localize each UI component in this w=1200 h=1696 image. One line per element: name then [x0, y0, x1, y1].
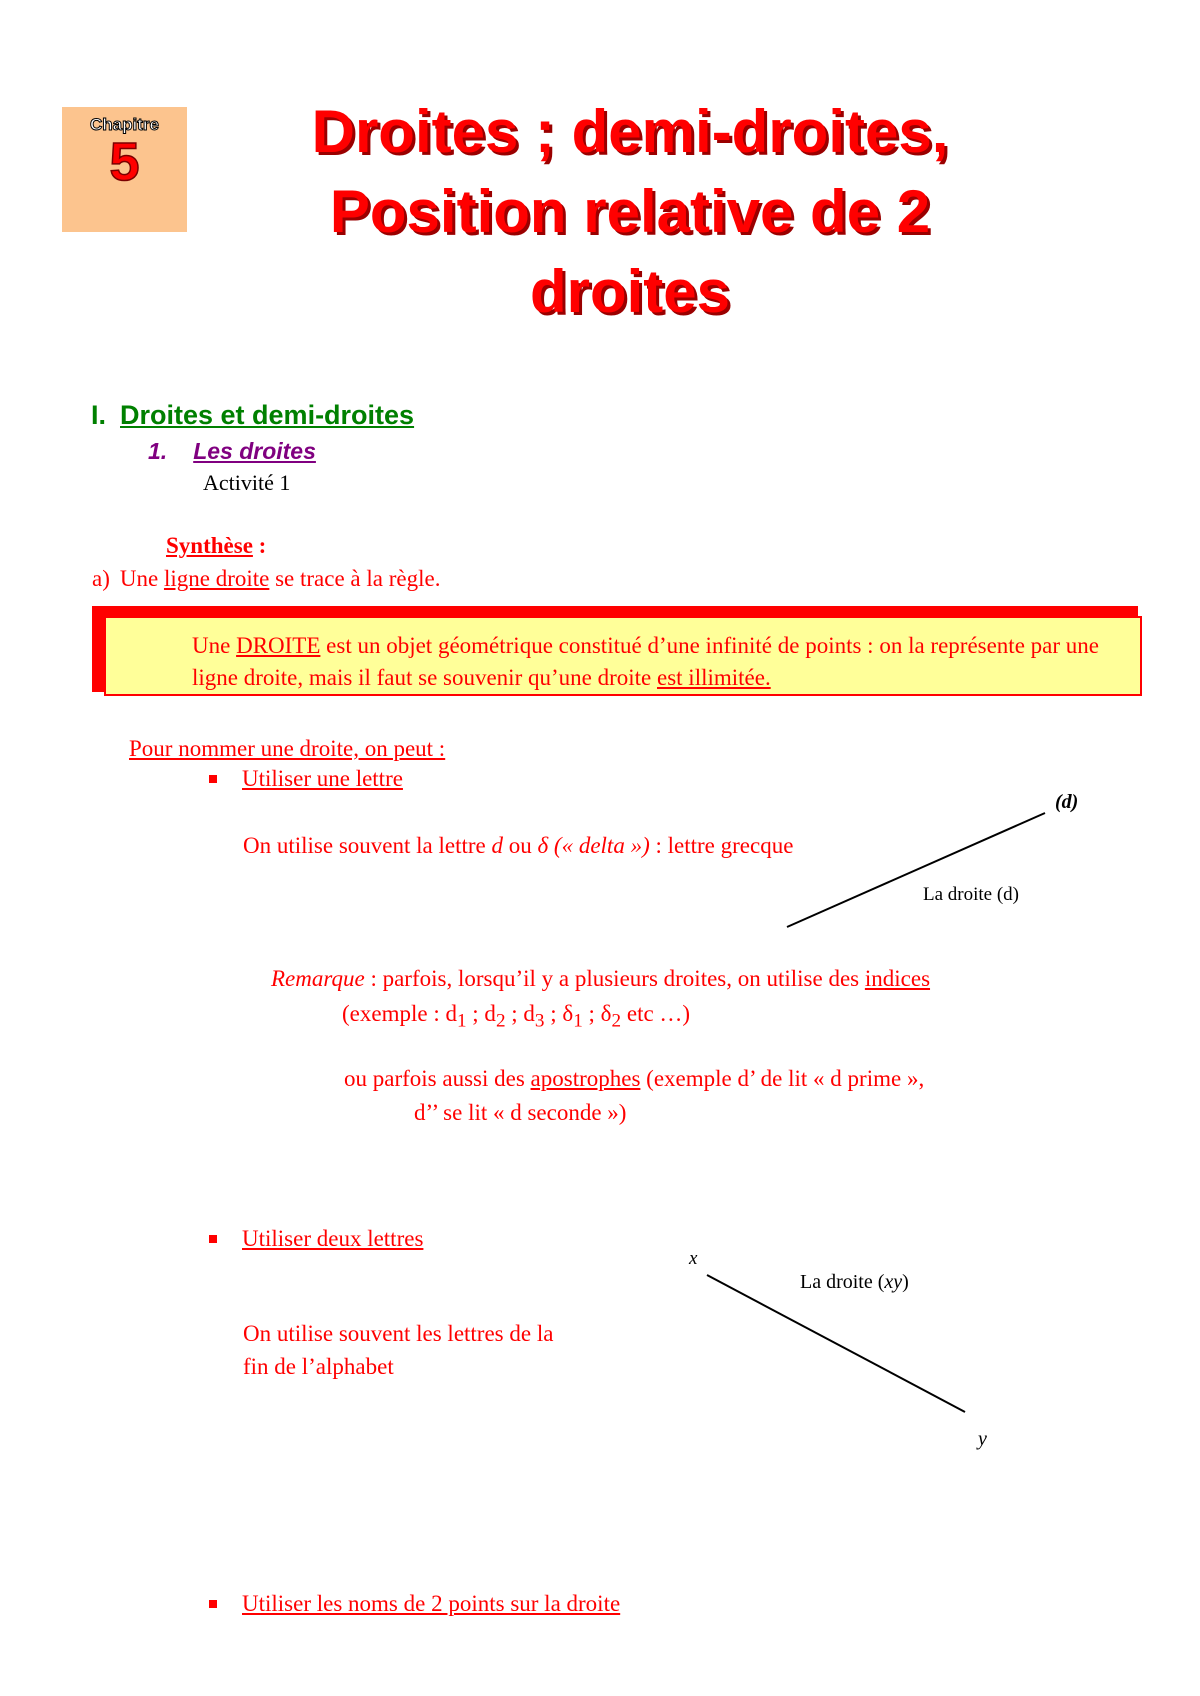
bullet-2-text-1: On utilise souvent les lettres de la [243, 1321, 554, 1346]
item-a-underlined: ligne droite [163, 566, 270, 591]
bullet-2-text-2: fin de l’alphabet [243, 1354, 394, 1379]
subsection-number: 1. [148, 438, 168, 464]
remark-text: : parfois, lorsqu’il y a plusieurs droites, on utilise des [364, 966, 865, 991]
bullet-1-text-after: : lettre grecque [649, 833, 794, 858]
item-a-before: Une [119, 566, 164, 591]
chapter-number: 5 [109, 132, 140, 192]
remark-line-3-before: ou parfois aussi des [344, 1066, 531, 1091]
title-line-1: Droites ; demi-droites, [311, 98, 949, 165]
chapter-label: Chapitre [90, 115, 159, 134]
line-xy-label-x: x [689, 1248, 698, 1269]
remark-sep-3: ; δ [544, 1001, 574, 1026]
remark-line-3-after: (exemple d’ de lit « d prime », [640, 1066, 925, 1091]
bullet-3-title: Utiliser les noms de 2 points sur la droite [242, 1591, 621, 1616]
title-line-3: droites [529, 258, 731, 325]
remark-sub-5: 2 [611, 1010, 622, 1032]
synthese-label: Synthèse [166, 533, 253, 558]
bullet-1-delta: δ (« delta ») [537, 833, 650, 858]
remark-sep-1: ; d [466, 1001, 496, 1026]
line-d-label: (d) [1055, 791, 1079, 813]
remark-sub-3: 3 [534, 1010, 545, 1032]
remark-sep-2: ; d [505, 1001, 535, 1026]
remark-line-4: d’’ se lit « d seconde ») [414, 1100, 627, 1125]
remark-example: (exemple : d [342, 1001, 457, 1026]
naming-intro: Pour nommer une droite, on peut : [129, 736, 446, 761]
item-a-after: se trace à la règle. [269, 566, 441, 591]
bullet-1-letter-d: d [491, 833, 503, 858]
definition-droite: DROITE [236, 633, 321, 658]
line-xy-caption-prefix: La droite ( [800, 1271, 885, 1293]
bullet-1-title: Utiliser une lettre [242, 766, 403, 791]
item-a-marker: a) [92, 566, 110, 591]
definition-illimitee: est illimitée. [657, 665, 771, 690]
remark-label: Remarque [271, 966, 365, 991]
remark-sub-2: 2 [495, 1010, 506, 1032]
subsection-title: Les droites [193, 438, 316, 464]
remark-sep-4: ; δ [582, 1001, 612, 1026]
line-xy-label-y: y [978, 1428, 987, 1450]
remark-apostrophes: apostrophes [530, 1066, 641, 1091]
remark-sub-1: 1 [456, 1010, 467, 1032]
line-xy-caption-suffix: ) [902, 1271, 909, 1293]
line-xy-caption [800, 1271, 909, 1293]
bullet-1-text-before: On utilise souvent la lettre [243, 833, 492, 858]
line-xy-caption-var: xy [884, 1271, 903, 1293]
remark-end: etc …) [621, 1001, 691, 1026]
title-line-2: Position relative de 2 [329, 178, 931, 245]
bullet-2-title: Utiliser deux lettres [242, 1226, 424, 1251]
section-title: Droites et demi-droites [120, 400, 415, 430]
line-xy [707, 1275, 965, 1412]
synthese-colon: : [252, 533, 267, 558]
bullet-marker-3 [209, 1600, 217, 1608]
remark-indices: indices [864, 966, 931, 991]
definition-part-2: est un objet géométrique constitué d’une infinité de points : on la représente par une ligne droite, mais il faut se souvenir qu’une droite [192, 633, 1099, 690]
definition-part-1: Une [192, 633, 237, 658]
remark-sub-4: 1 [573, 1010, 583, 1032]
line-d-caption: La droite (d) [923, 884, 1020, 905]
section-number: I. [91, 400, 107, 430]
bullet-1-ou: ou [502, 833, 538, 858]
activity-label: Activité 1 [203, 470, 291, 495]
